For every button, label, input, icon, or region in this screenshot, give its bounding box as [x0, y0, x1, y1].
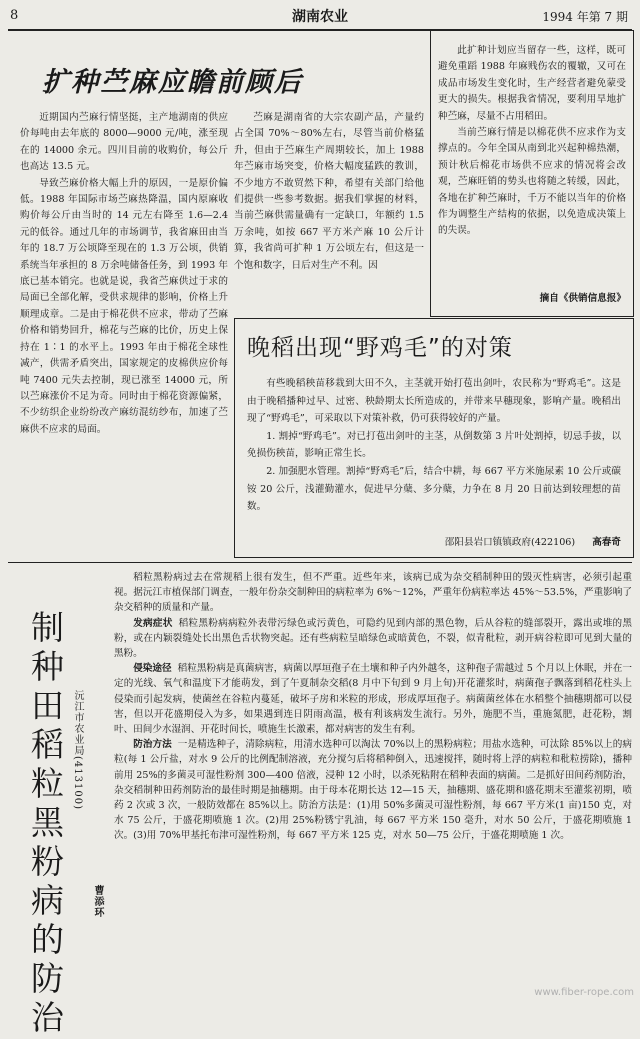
article3-author: 曹添环 — [92, 885, 103, 918]
title-char: 病 — [26, 883, 65, 922]
article2-byline: 邵阳县岩口镇镇政府(422106) — [444, 537, 576, 548]
paragraph: 当前苎麻行情是以棉花供不应求作为支撑点的。今年全国从南到北兴起种棉热潮，预计秋后棉花市场供不应求的情况将会改观，苎麻旺销的势头也将随之转缓，因此，各地在扩种苎麻时，千万不能以当年的价格作为调整生产结构的依据，以免造成决策上的失误。 — [438, 127, 626, 237]
article2-box — [234, 318, 634, 558]
paragraph: 1. 割掉“野鸡毛”。对已打苞出剑叶的主茎，从倒数第 3 片叶处割掉，切忌手拔，以免损伤秧苗，影响正常生长。 — [247, 430, 621, 460]
title-char: 粒 — [26, 766, 65, 805]
title-char: 治 — [26, 1000, 65, 1039]
article2-footer — [247, 535, 621, 553]
article1-column2 — [234, 110, 424, 298]
watermark: www.fiber-rope.com — [534, 987, 634, 998]
page-number: 8 — [10, 8, 19, 23]
article3-control-para — [114, 737, 632, 843]
title-char: 制 — [26, 610, 65, 649]
paragraph: 2. 加强肥水管理。割掉“野鸡毛”后，结合中耕，每 667 平方米施尿素 10 公斤或碳铵 20 公斤，浅灌勤灌水，促进早分蘖、多分蘖，力争在 8 月 20 日前达到较理想的苗数。 — [247, 465, 621, 513]
paragraph: 近期国内苎麻行情坚挺，主产地湖南的供应价每吨由去年底的 8000—9000 元/吨，涨至现在的 14000 余元。四川目前的收购价，每公斤也高达 13.5 元。 — [20, 112, 228, 173]
paragraph: 导致苎麻价格大幅上升的原因，一是原价偏低。1988 年国际市场苎麻热降温，国内原麻收购价每公斤由当时的 14 元左右降至 1.6—2.4 元的低谷。通过几年的市场调节，我省麻田由当年的 18.7 万公顷降至现在的 1.3 万公顷，供销系统当年承担的 8 万余吨储备任务，到 1993 年底已基本销完。也就是说，我省苎麻供过于求的局面已全部化解，受供求规律的影响，价格上升顺理成章。二是由于棉花供不应求，带动了苎麻价格和销势回升，棉花与苎麻的比价，历史上保持在 1∶1 的水平上。1993 年由于棉花全球性减产，供需矛盾突出，国家规定的皮棉供应价每吨 7400 元失去控制，现已涨至 14000 元，所以苎麻涨价不足为奇。同时由于棉花资源偏紧，不少纺织企业纷纷改产麻纺混纺纱布，加速了苎麻供不应求的局面。 — [20, 177, 228, 435]
control-label: 防治方法 — [133, 739, 172, 751]
symptom-label: 发病症状 — [133, 617, 173, 629]
title-char: 种 — [26, 649, 65, 688]
article2-body — [247, 375, 621, 535]
control-text: 一是精选种子，清除病粒，用清水选种可以淘汰 70%以上的黑粉病粒；用盐水选种，可汰除 85%以上的病粒(每 1 公斤盐，对水 9 公斤的比例配制溶液，充分搅匀后将稻种倒入，迅速搅拌，随时将上浮的病粒和秕粒捞除)，播种前用 25%的多菌灵可湿性粉剂 300—400 倍液，浸种 12 小时，以杀死粘附在稻种表面的病菌。二是抓好田间药剂防治，杂交稻制种田药剂防治的最佳时期是抽穗期。由于母本花期长达 12—15 天，抽穗期、盛花期和盛花期末至灌浆初期，喷药 2 次或 3 次，一般防效都在 85%以上。防治方法是：(1)用 50%多菌灵可湿性粉剂，每 667 平方米(1 亩)150 克，对水 75 公斤，于盛花期喷施 1 次。(2)用 25%粉锈宁乳油，每 667 平方米 150 毫升，对水 50 公斤，于盛花期喷施 1 次。(3)用 70%甲基托布津可湿性粉剂，每 667 平方米 125 克，对水 50—75 公斤，于盛花期喷施 1 次。 — [114, 739, 632, 842]
paragraph: 此扩种计划应当留存一些，这样，既可避免重蹈 1988 年麻贱伤农的覆辙，又可在成品市场发生变化时，生产经营者避免蒙受更大的损失。根据我省情况，要利用旱地扩种苎麻，尽量不占用稻田。 — [438, 45, 626, 122]
article1-column3 — [438, 43, 626, 291]
title-char: 田 — [26, 688, 65, 727]
title-char: 黑 — [26, 805, 65, 844]
article1-column1 — [20, 110, 228, 543]
article2-author: 高春奇 — [592, 537, 621, 548]
title-char: 粉 — [26, 844, 65, 883]
path-text: 稻粒黑粉病是真菌病害，病菌以厚垣孢子在土壤和种子内外越冬，这种孢子需越过 5 个月以上休眠，并在一定的光线、氧气和温度下才能萌发，到了午夏制杂交稻(8 月中下旬到 9 月上旬)开花灌浆时，病菌孢子飘落到稻花柱头上侵染而引起发病，使菌丝在谷粒内蔓延，破坏子房和米粒的形成，形成厚垣孢子。病菌菌丝体在水稻整个抽穗期都可以侵害，但以开花盛期侵入为多，如果遇到连日阴雨高温，极有利该病发生流行。另外，施肥不当，重施氮肥，赶花粉，割叶、田间少水湿润、开花时间长，喷施生长激素，都对病害的发生有利。 — [114, 663, 632, 736]
title-char: 的 — [26, 922, 65, 961]
paragraph: 有些晚稻秧苗移栽到大田不久，主茎就开始打苞出剑叶，农民称为“野鸡毛”。这是由于晚稻播种过早、过密、秧龄期太长所造成的，并带来早穗现象，影响产量。晚稻出现了“野鸡毛”，可采取以下对策补救，仍可获得较好的产量。 — [247, 378, 621, 425]
article3-body — [114, 570, 632, 994]
article3-path-para — [114, 661, 632, 737]
section-rule — [8, 562, 632, 563]
article3-title — [22, 610, 65, 1039]
title-char: 稻 — [26, 727, 65, 766]
article2-title: 晚稻出现“野鸡毛”的对策 — [247, 335, 513, 361]
article3-intro: 稻粒黑粉病过去在常规稻上很有发生，但不严重。近些年来，该病已成为杂交稻制种田的毁灭性病害，必须引起重视。据沅江市植保部门调查，一般年份杂交制种田的病粒率为 6%～12%，严重年份病粒率达 45%～53.5%，严重影响了杂交稻种的质量和产量。 — [114, 572, 632, 614]
title-char: 防 — [26, 961, 65, 1000]
path-label: 侵染途径 — [133, 663, 172, 675]
article3-symptom-para — [114, 616, 632, 662]
article1-source: 摘自《供销信息报》 — [539, 293, 626, 304]
page-header — [0, 0, 640, 30]
paragraph: 苎麻是湖南省的大宗农副产品，产量约占全国 70%～80%左右，尽管当前价格猛升，但由于苎麻生产周期较长，加上 1988 年苎麻市场突变，价格大幅度猛跌的教训，不少地方不敢贸然下种，希望有关部门给他们提供一些参考数据。据我们掌握的材料，当前苎麻供需量确有一定缺口，年额约 1.5 万余吨，如按 667 平方米产麻 10 公斤计算，我省尚可扩种 1 万公顷左右，但这是一个饱和数字，日后对生产不利。因 — [234, 112, 424, 271]
symptom-text: 稻粒黑粉病病粒外表带污绿色或污黄色，可隐约见到内部的黑色物，后从谷粒的缝部裂开，露出或堆的黑粉，或在内颖裂缝处长出黑色舌状物突起。还有些病粒呈暗绿色或暗黄色，不裂，似青秕粒，剥开病谷粒即可见到大量的黑粉。 — [114, 617, 632, 660]
article3-org: 沅江市农业局(413100) — [72, 690, 83, 810]
article1-column3-box — [430, 30, 634, 317]
article1-title: 扩种苎麻应瞻前顾后 — [42, 67, 303, 98]
issue-label: 1994 年第 7 期 — [542, 10, 628, 24]
journal-title: 湖南农业 — [292, 9, 348, 25]
